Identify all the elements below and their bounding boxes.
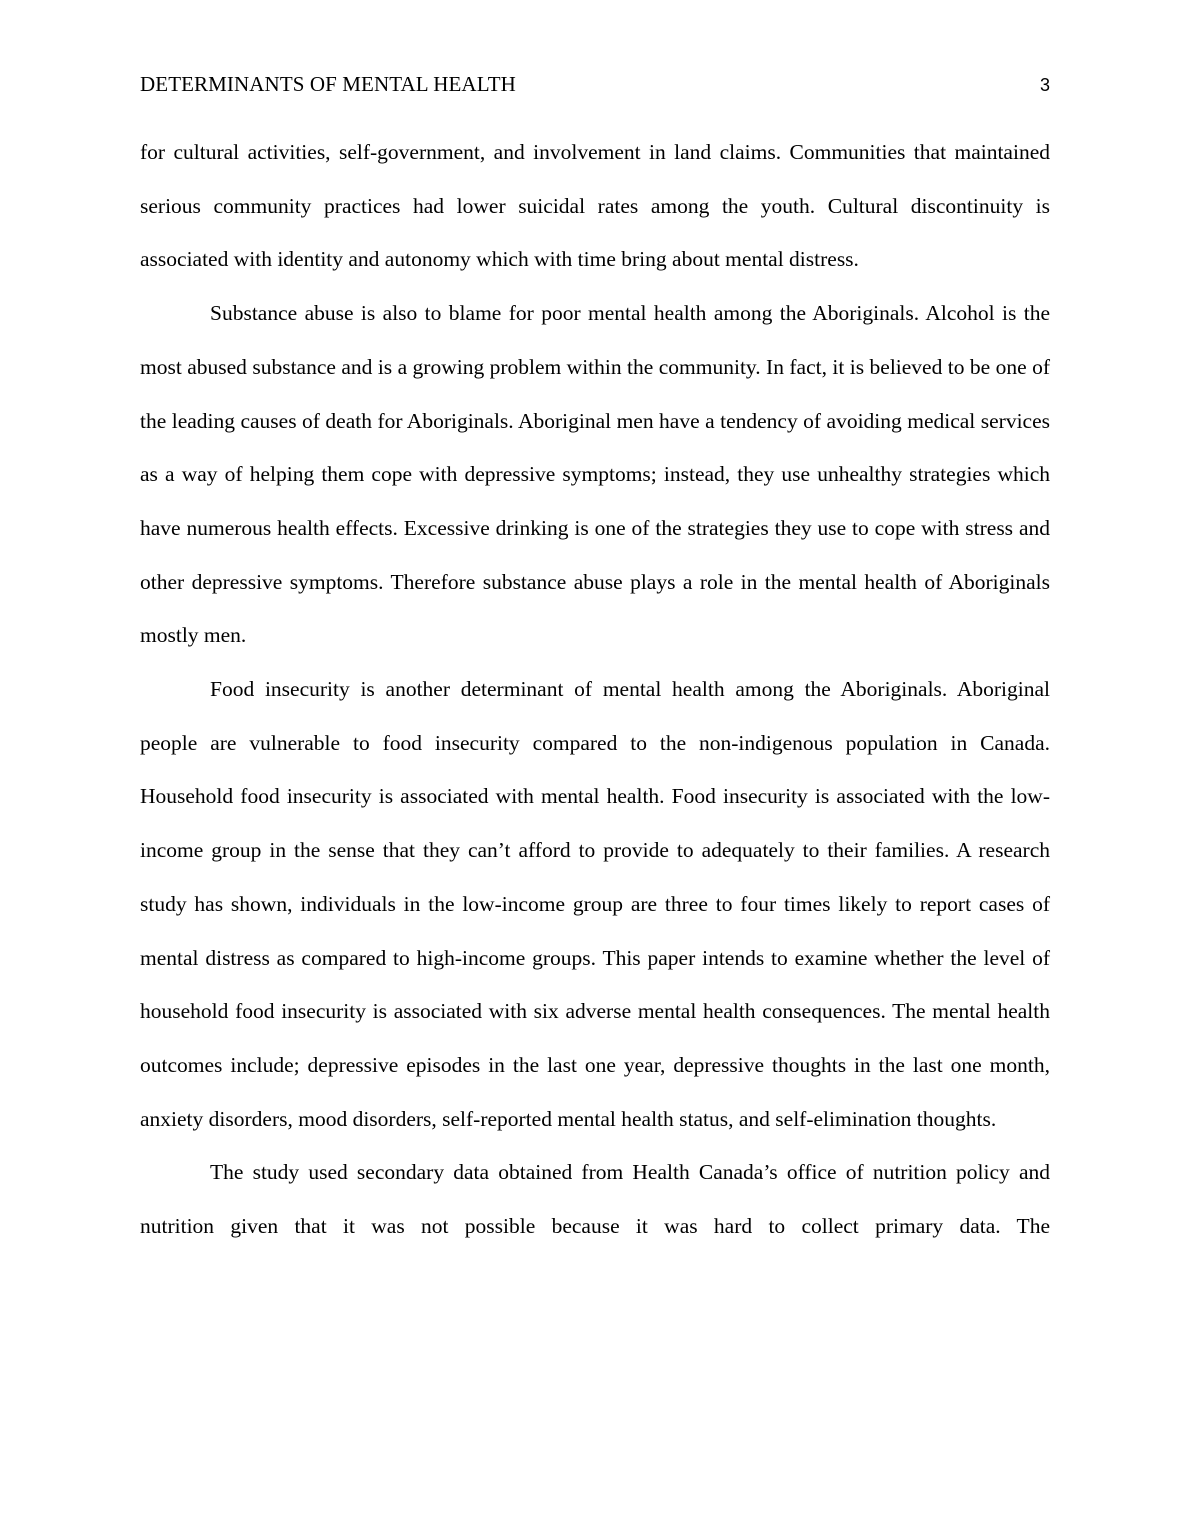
running-head: DETERMINANTS OF MENTAL HEALTH [140, 72, 516, 96]
body-text [140, 126, 1050, 1254]
paragraph-study-data: The study used secondary data obtained from Health Canada’s office of nutrition policy and nutrition given that it was not possible because it was hard to collect primary data. The [140, 1160, 1050, 1239]
page-number: 3 [1039, 75, 1050, 95]
paragraph-substance-abuse: Substance abuse is also to blame for poor mental health among the Aboriginals. Alcohol is the most abused substance and is a growing problem within the community. In fact, it is believed to be one of the leading causes of death for Aboriginals. Aboriginal men have a tendency of avoiding medical services as a way of helping them cope with depressive symptoms; instead, they use unhealthy strategies which have numerous health effects. Excessive drinking is one of the strategies they use to cope with stress and other depressive symptoms. Therefore substance abuse plays a role in the mental health of Aboriginals mostly men. [140, 301, 1050, 648]
paragraph-food-insecurity: Food insecurity is another determinant of mental health among the Aboriginals. Aboriginal people are vulnerable to food insecurity compared to the non-indigenous population in Canada. Household food insecurity is associated with mental health. Food insecurity is associated with the low-income group in the sense that they can’t afford to provide to adequately to their families. A research study has shown, individuals in the low-income group are three to four times likely to report cases of mental distress as compared to high-income groups. This paper intends to examine whether the level of household food insecurity is associated with six adverse mental health consequences. The mental health outcomes include; depressive episodes in the last one year, depressive thoughts in the last one month, anxiety disorders, mood disorders, self-reported mental health status, and self-elimination thoughts. [140, 677, 1050, 1131]
page-header [140, 70, 1050, 100]
paragraph-cultural-continuity: for cultural activities, self-government, and involvement in land claims. Communities that maintained serious community practices had lower suicidal rates among the youth. Cultural discontinuity is associated with identity and autonomy which with time bring about mental distress. [140, 140, 1050, 272]
